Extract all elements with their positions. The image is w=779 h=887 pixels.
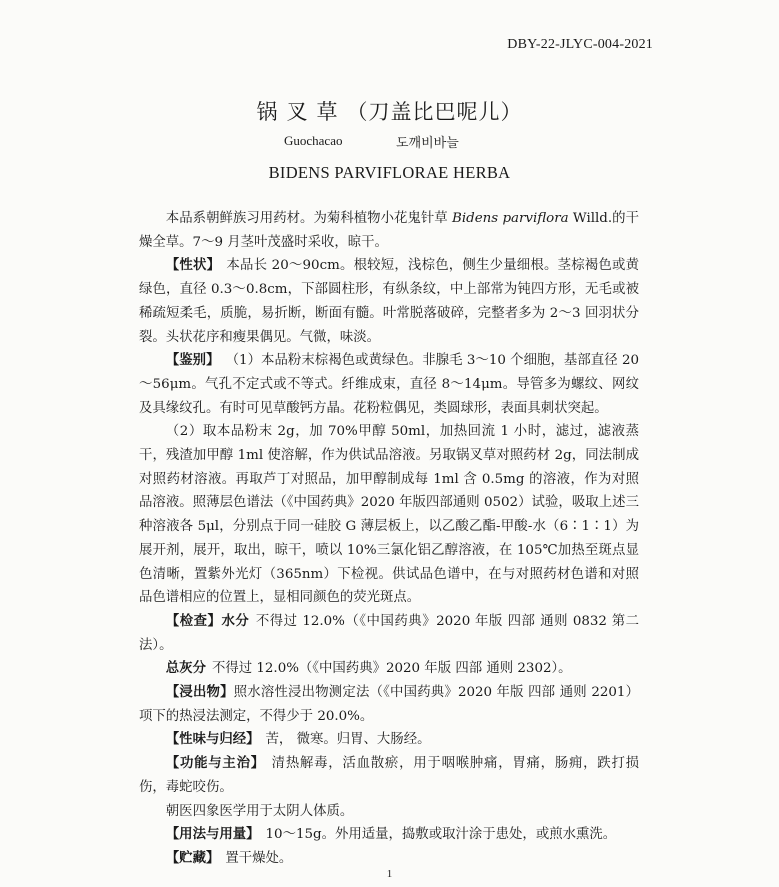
section-jinchuwu: 【浸出物】照水溶性浸出物测定法（《中国药典》2020 年版 四部 通则 2201）项下的热浸法测定，不得少于 20.0%。 [139,685,639,724]
title-latin: BIDENS PARVIFLORAE HERBA [268,163,511,182]
section-label: 【用法与用量】 [165,827,260,843]
section-jianbie: 【鉴别】 （1）本品粉末棕褐色或黄绿色。非腺毛 3～10 个细胞，基部直径 20～56μm。气孔不定式或不等式。纤维成束，直径 8～14μm。导管多为螺纹、网纹及具缘纹孔。有时可见草酸钙方晶。花粉粒偶见，类圆球形，表面具刺状突起。 [139,353,640,416]
title-korean: 도깨비바늘 [396,136,459,151]
section-label: 【鉴别】 [165,353,220,369]
title-pinyin: Guochacao [284,133,343,148]
section-label: 【性味与归经】 [165,732,260,748]
title-alias: （刀盖比巴呢儿） [346,100,523,124]
section-jianbie-2: （2）取本品粉末 2g，加 70%甲醇 50ml，加热回流 1 小时，滤过，滤液蒸干，残渣加甲醇 1ml 使溶解，作为供试品溶液。另取锅叉草对照药材 2g，同法制成对照药材溶液。再取芦丁对照品，加甲醇制成每 1ml 含 0.5mg 的溶液，作为对照品溶液。照薄层色谱法（《中国药典》2020 年版四部通则 0502）试验，吸取上述三种溶液各 5μl，分别点于同一硅胶 G 薄层板上，以乙酸乙酯-甲酸-水（6∶1∶1）为展开剂，展开，取出，晾干，喷以 10%三氯化铝乙醇溶液，在 105℃加热至斑点显色清晰，置紫外光灯（365nm）下检视。供试品色谱中，在与对照药材色谱和对照品色谱相应的位置上，显相同颜色的荧光斑点。 [139,424,639,606]
document-number: DBY-22-JLYC-004-2021 [507,37,653,52]
section-jiancha: 【检查】水分 不得过 12.0%（《中国药典》2020 年版 四部 通则 0832 第二法）。 [139,613,640,653]
subsection-label: 总灰分 [165,661,206,677]
section-gongneng: 【功能与主治】 清热解毒，活血散瘀，用于咽喉肿痛，胃痛，肠痈，跌打损伤，毒蛇咬伤。 [139,756,640,795]
section-jiancha-ash: 总灰分 不得过 12.0%（《中国药典》2020 年版 四部 通则 2302）。 [165,661,572,677]
subsection-label: 水分 [221,613,250,629]
intro-paragraph: 本品系朝鲜族习用药材。为菊科植物小花鬼针草 Bidens parviflora Willd.的干燥全草。7～9 月茎叶茂盛时采收，晾干。 [139,211,639,250]
section-yongfa: 【用法与用量】 10～15g。外用适量，捣敷或取汁涂于患处，或煎水熏洗。 [165,827,617,843]
section-zhucang: 【贮藏】 置干燥处。 [165,850,293,866]
page-number: 1 [386,868,393,880]
section-label: 【性状】 [165,258,221,274]
section-label: 【贮藏】 [165,850,220,866]
section-label: 【检查】 [165,613,222,629]
section-gongneng-extra: 朝医四象医学用于太阴人体质。 [165,803,354,819]
species-name: Bidens parviflora [452,211,569,226]
section-label: 【功能与主治】 [165,756,265,772]
title-name: 锅叉草 [256,100,347,124]
document-body [139,207,639,871]
page-title [0,96,779,126]
section-xingwei: 【性味与归经】 苦， 微寒。归胃、大肠经。 [165,732,431,748]
section-label: 【浸出物】 [165,685,234,701]
section-xingzhuang: 【性状】 本品长 20～90cm。根较短，浅棕色，侧生少量细根。茎棕褐色或黄绿色，直径 0.3～0.8cm，下部圆柱形，有纵条纹，中上部常为钝四方形，无毛或被稀疏短柔毛，质脆，易折断，断面有髓。叶常脱落破碎，完整者多为 2～3 回羽状分裂。头状花序和瘦果偶见。气微，味淡。 [139,258,639,345]
